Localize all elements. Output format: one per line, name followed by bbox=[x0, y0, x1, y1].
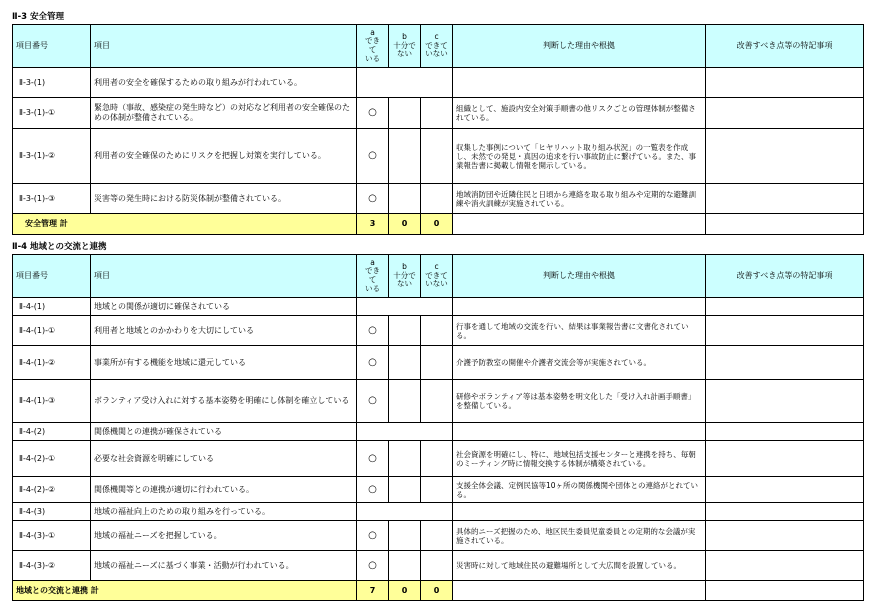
item-code: Ⅱ-4-(2) bbox=[13, 423, 91, 441]
improvement-cell bbox=[706, 298, 864, 316]
rating-empty bbox=[357, 298, 453, 316]
rating-empty bbox=[357, 68, 453, 98]
item-text: 必要な社会資源を明確にしている bbox=[91, 441, 357, 477]
total-label: 安全管理 計 bbox=[13, 214, 357, 235]
rating-c-cell bbox=[421, 129, 453, 184]
rating-a-mark: ○ bbox=[357, 477, 389, 503]
reason-cell: 社会資源を明確にし、特に、地域包括支援センターと連携を持ち、毎朝のミーティング時に情報交換する体制が構築されている。 bbox=[453, 441, 706, 477]
item-text: 災害等の発生時における防災体制が整備されている。 bbox=[91, 184, 357, 214]
total-row bbox=[13, 214, 864, 235]
header-item: 項目 bbox=[91, 255, 357, 298]
rating-c-cell bbox=[421, 346, 453, 380]
item-code: Ⅱ-4-(3)-② bbox=[13, 551, 91, 581]
reason-cell: 行事を通して地域の交流を行い、結果は事業報告書に文書化されている。 bbox=[453, 316, 706, 346]
rating-a-mark: ○ bbox=[357, 98, 389, 129]
total-label: 地域との交流と連携 計 bbox=[13, 581, 357, 601]
reason-cell: 研修やボランティア等は基本姿勢を明文化した「受け入れ計画手順書」を整備している。 bbox=[453, 380, 706, 423]
rating-a-mark: ○ bbox=[357, 441, 389, 477]
rating-b-cell bbox=[389, 521, 421, 551]
reason-cell bbox=[453, 581, 706, 601]
rating-b-cell bbox=[389, 477, 421, 503]
improvement-cell bbox=[706, 503, 864, 521]
header-item: 項目 bbox=[91, 25, 357, 68]
header-improvement: 改善すべき点等の特記事項 bbox=[706, 255, 864, 298]
table-row bbox=[13, 441, 864, 477]
item-text: ボランティア受け入れに対する基本姿勢を明確にし体制を確立している bbox=[91, 380, 357, 423]
item-code: Ⅱ-3-(1)-② bbox=[13, 129, 91, 184]
header-col-c: c できて いない bbox=[421, 255, 453, 298]
table-row bbox=[13, 184, 864, 214]
improvement-cell bbox=[706, 129, 864, 184]
item-text: 利用者の安全確保のためにリスクを把握し対策を実行している。 bbox=[91, 129, 357, 184]
rating-b-cell bbox=[389, 346, 421, 380]
rating-a-mark: ○ bbox=[357, 316, 389, 346]
rating-c-cell bbox=[421, 380, 453, 423]
rating-a-mark: ○ bbox=[357, 521, 389, 551]
item-code: Ⅱ-4-(1)-① bbox=[13, 316, 91, 346]
item-code: Ⅱ-4-(1) bbox=[13, 298, 91, 316]
improvement-cell bbox=[706, 581, 864, 601]
header-improvement: 改善すべき点等の特記事項 bbox=[706, 25, 864, 68]
item-text: 緊急時（事故、感染症の発生時など）の対応など利用者の安全確保のための体制が整備されている。 bbox=[91, 98, 357, 129]
item-code: Ⅱ-4-(3) bbox=[13, 503, 91, 521]
rating-a-mark: ○ bbox=[357, 129, 389, 184]
rating-b-cell bbox=[389, 551, 421, 581]
item-text: 地域との関係が適切に確保されている bbox=[91, 298, 357, 316]
item-code: Ⅱ-4-(2)-② bbox=[13, 477, 91, 503]
improvement-cell bbox=[706, 477, 864, 503]
rating-c-cell bbox=[421, 477, 453, 503]
header-col-b: b 十分で ない bbox=[389, 255, 421, 298]
reason-cell bbox=[453, 214, 706, 235]
table-row bbox=[13, 477, 864, 503]
rating-c-cell bbox=[421, 441, 453, 477]
total-a: 7 bbox=[357, 581, 389, 601]
header-col-c: c できて いない bbox=[421, 25, 453, 68]
rating-empty bbox=[357, 503, 453, 521]
total-b: 0 bbox=[389, 214, 421, 235]
item-text: 地域の福祉向上のための取り組みを行っている。 bbox=[91, 503, 357, 521]
improvement-cell bbox=[706, 423, 864, 441]
reason-cell bbox=[453, 503, 706, 521]
improvement-cell bbox=[706, 551, 864, 581]
table-row bbox=[13, 346, 864, 380]
item-code: Ⅱ-3-(1) bbox=[13, 68, 91, 98]
header-item-number: 項目番号 bbox=[13, 25, 91, 68]
item-code: Ⅱ-4-(2)-① bbox=[13, 441, 91, 477]
evaluation-table-community bbox=[12, 254, 864, 601]
header-col-b: b 十分で ない bbox=[389, 25, 421, 68]
item-text: 利用者と地域とのかかわりを大切にしている bbox=[91, 316, 357, 346]
reason-cell: 地域消防団や近隣住民と日頃から連絡を取る取り組みや定期的な避難訓練や消火訓練が実施されている。 bbox=[453, 184, 706, 214]
evaluation-table-safety bbox=[12, 24, 864, 235]
header-reason: 判断した理由や根拠 bbox=[453, 255, 706, 298]
improvement-cell bbox=[706, 98, 864, 129]
table-row bbox=[13, 551, 864, 581]
item-code: Ⅱ-4-(3)-① bbox=[13, 521, 91, 551]
table-row bbox=[13, 98, 864, 129]
table-row bbox=[13, 316, 864, 346]
improvement-cell bbox=[706, 346, 864, 380]
rating-a-mark: ○ bbox=[357, 184, 389, 214]
section-title: Ⅱ-4 地域との交流と連携 bbox=[12, 242, 107, 252]
header-col-a: a でき て いる bbox=[357, 25, 389, 68]
table-row bbox=[13, 129, 864, 184]
improvement-cell bbox=[706, 68, 864, 98]
rating-c-cell bbox=[421, 98, 453, 129]
improvement-cell bbox=[706, 441, 864, 477]
total-row bbox=[13, 581, 864, 601]
table-row bbox=[13, 380, 864, 423]
item-code: Ⅱ-4-(1)-② bbox=[13, 346, 91, 380]
total-c: 0 bbox=[421, 581, 453, 601]
total-a: 3 bbox=[357, 214, 389, 235]
improvement-cell bbox=[706, 316, 864, 346]
header-reason: 判断した理由や根拠 bbox=[453, 25, 706, 68]
rating-c-cell bbox=[421, 551, 453, 581]
header-col-a: a でき て いる bbox=[357, 255, 389, 298]
rating-b-cell bbox=[389, 129, 421, 184]
reason-cell bbox=[453, 68, 706, 98]
rating-a-mark: ○ bbox=[357, 380, 389, 423]
item-text: 関係機関との連携が確保されている bbox=[91, 423, 357, 441]
rating-empty bbox=[357, 423, 453, 441]
reason-cell bbox=[453, 298, 706, 316]
table-row bbox=[13, 503, 864, 521]
rating-b-cell bbox=[389, 380, 421, 423]
reason-cell: 介護予防教室の開催や介護者交流会等が実施されている。 bbox=[453, 346, 706, 380]
reason-cell: 支援全体会議、定例民協等10ヶ所の関係機関や団体との連絡がとれている。 bbox=[453, 477, 706, 503]
total-b: 0 bbox=[389, 581, 421, 601]
rating-b-cell bbox=[389, 98, 421, 129]
rating-b-cell bbox=[389, 441, 421, 477]
rating-c-cell bbox=[421, 521, 453, 551]
reason-cell: 組織として、施設内安全対策手順書の他リスクごとの管理体制が整備されている。 bbox=[453, 98, 706, 129]
total-c: 0 bbox=[421, 214, 453, 235]
header-item-number: 項目番号 bbox=[13, 255, 91, 298]
item-code: Ⅱ-4-(1)-③ bbox=[13, 380, 91, 423]
reason-cell: 災害時に対して地域住民の避難場所として大広間を設置している。 bbox=[453, 551, 706, 581]
item-text: 利用者の安全を確保するための取り組みが行われている。 bbox=[91, 68, 357, 98]
rating-b-cell bbox=[389, 316, 421, 346]
item-text: 地域の福祉ニーズに基づく事業・活動が行われている。 bbox=[91, 551, 357, 581]
improvement-cell bbox=[706, 184, 864, 214]
table-row bbox=[13, 423, 864, 441]
rating-a-mark: ○ bbox=[357, 346, 389, 380]
rating-a-mark: ○ bbox=[357, 551, 389, 581]
improvement-cell bbox=[706, 521, 864, 551]
reason-cell: 具体的ニーズ把握のため、地区民生委員児童委員との定期的な会議が実施されている。 bbox=[453, 521, 706, 551]
section-title: Ⅱ-3 安全管理 bbox=[12, 12, 65, 22]
item-code: Ⅱ-3-(1)-③ bbox=[13, 184, 91, 214]
improvement-cell bbox=[706, 380, 864, 423]
item-code: Ⅱ-3-(1)-① bbox=[13, 98, 91, 129]
rating-b-cell bbox=[389, 184, 421, 214]
item-text: 地域の福祉ニーズを把握している。 bbox=[91, 521, 357, 551]
rating-c-cell bbox=[421, 184, 453, 214]
item-text: 関係機関等との連携が適切に行われている。 bbox=[91, 477, 357, 503]
improvement-cell bbox=[706, 214, 864, 235]
table-row bbox=[13, 298, 864, 316]
table-row bbox=[13, 68, 864, 98]
reason-cell bbox=[453, 423, 706, 441]
table-row bbox=[13, 521, 864, 551]
item-text: 事業所が有する機能を地域に還元している bbox=[91, 346, 357, 380]
rating-c-cell bbox=[421, 316, 453, 346]
reason-cell: 収集した事例について「ヒヤリハット取り組み状況」の一覧表を作成し、未然での発見・真因の追求を行い事故防止に繋げている。また、事業報告書に掲載し情報を開示している。 bbox=[453, 129, 706, 184]
